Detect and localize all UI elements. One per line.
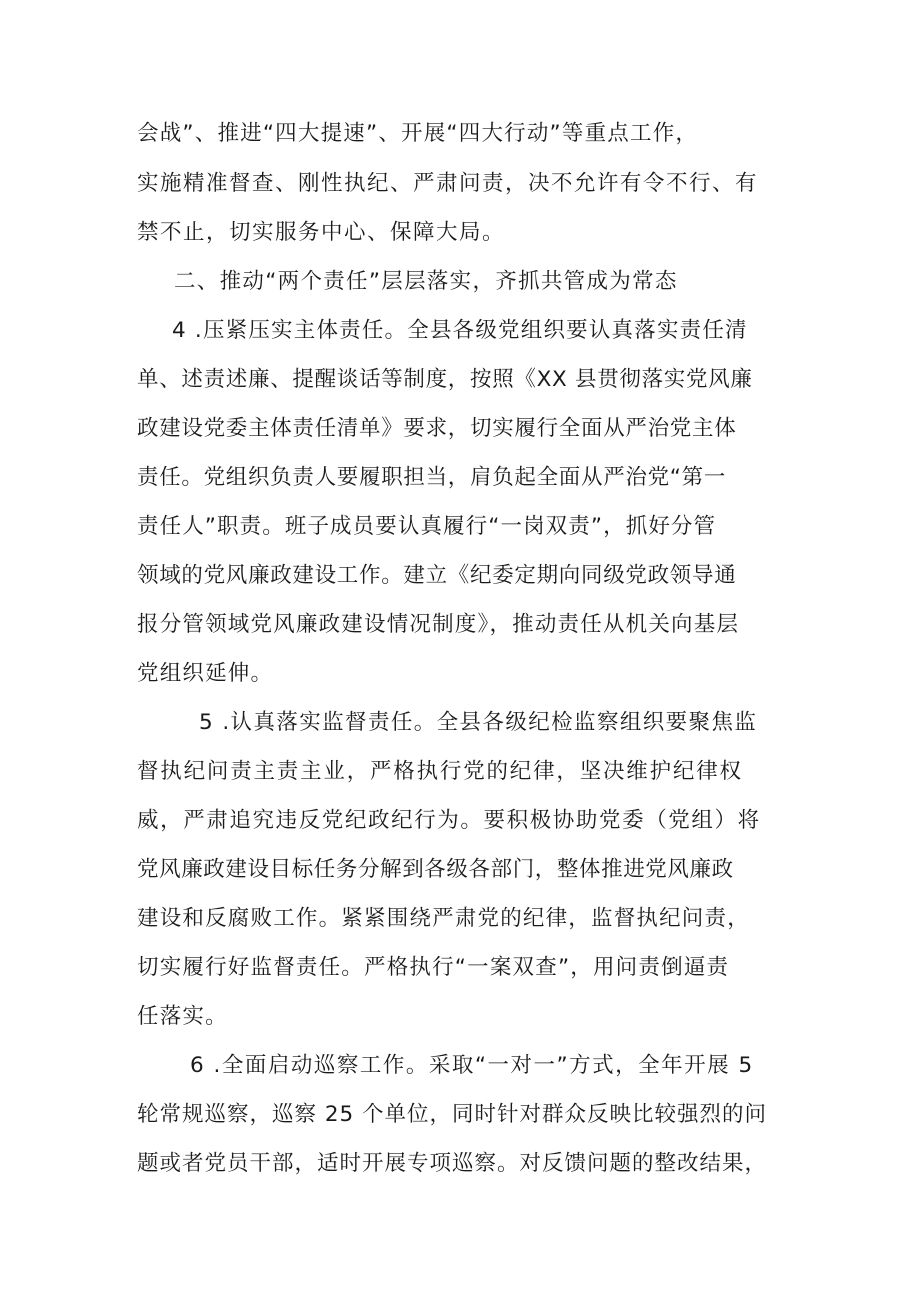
text-line: 禁不止，切实服务中心、保障大局。 xyxy=(137,220,506,245)
text-line: 4 .压紧压实主体责任。全县各级党组织要认真落实责任清 xyxy=(172,318,748,343)
text-line: 威，严肃追究违反党纪政纪行为。要积极协助党委（党组）将 xyxy=(137,808,761,833)
text-line: 领域的党风廉政建设工作。建立《纪委定期向同级党政领导通 xyxy=(137,563,737,588)
text-line: 单、述责述廉、提醒谈话等制度，按照《XX 县贯彻落实党风廉 xyxy=(137,367,753,392)
text-line: 题或者党员干部，适时开展专项巡察。对反馈问题的整改结果， xyxy=(137,1151,768,1176)
text-line: 责任人”职责。班子成员要认真履行“一岗双责”，抓好分管 xyxy=(137,514,717,539)
text-line: 党组织延伸。 xyxy=(137,661,274,686)
text-line: 党风廉政建设目标任务分解到各级各部门，整体推进党风廉政 xyxy=(137,857,734,882)
text-line: 政建设党委主体责任清单》要求，切实履行全面从严治党主体 xyxy=(137,416,737,441)
text-line: 任落实。 xyxy=(137,1004,228,1029)
text-line: 督执纪问责主责主业，严格执行党的纪律，坚决维护纪律权 xyxy=(137,759,743,784)
text-line: 建设和反腐败工作。紧紧围绕严肃党的纪律，监督执纪问责， xyxy=(137,906,750,931)
text-line: 会战”、推进“四大提速”、开展“四大行动”等重点工作， xyxy=(137,121,699,146)
text-line: 轮常规巡察，巡察 25 个单位，同时针对群众反映比较强烈的问 xyxy=(137,1102,768,1127)
text-line: 6 .全面启动巡察工作。采取“一对一”方式，全年开展 5 xyxy=(190,1053,754,1078)
text-line: 5 .认真落实监督责任。全县各级纪检监察组织要聚焦监 xyxy=(199,710,758,735)
text-line: 责任。党组织负责人要履职担当，肩负起全面从严治党“第一 xyxy=(137,465,727,490)
text-line: 报分管领域党风廉政建设情况制度》，推动责任从机关向基层 xyxy=(137,612,740,637)
section-heading: 二、推动“两个责任”层层落实，齐抓共管成为常态 xyxy=(174,269,678,294)
text-line: 实施精准督查、刚性执纪、严肃问责，决不允许有令不行、有 xyxy=(137,171,759,196)
text-line: 切实履行好监督责任。严格执行“一案双查”，用问责倒逼责 xyxy=(137,955,730,980)
